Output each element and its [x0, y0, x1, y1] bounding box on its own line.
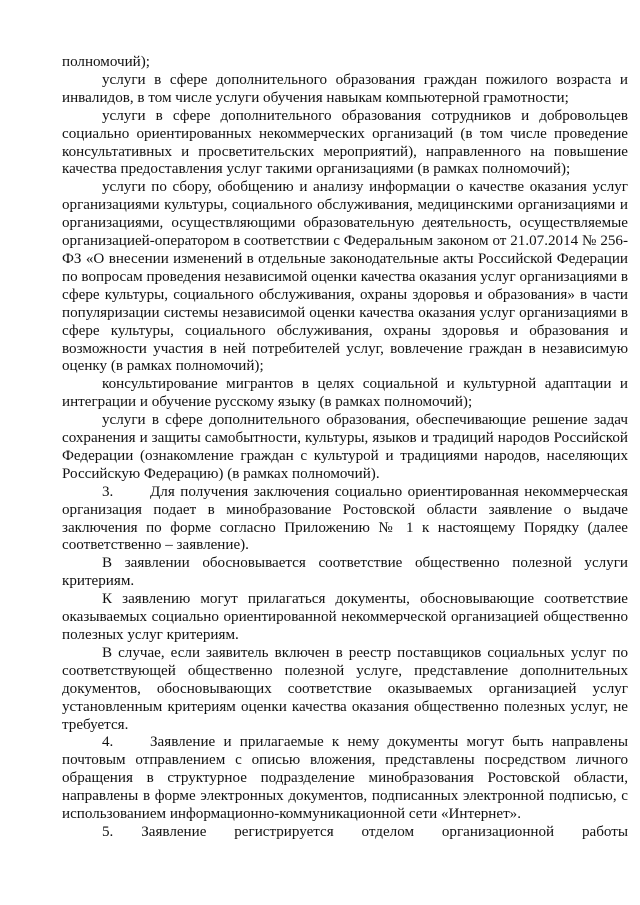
- paragraph-justification: В заявлении обосновывается соответствие общественно полезной услуги критериям.: [62, 555, 628, 590]
- paragraph-item-5: [62, 824, 628, 842]
- document-page: [62, 54, 628, 842]
- paragraph-continuation: полномочий);: [62, 54, 150, 70]
- paragraph-elderly-education: услуги в сфере дополнительного образования граждан пожилого возраста и инвалидов, в том числе услуги обучения навыкам компьютерной грамотности;: [62, 71, 628, 106]
- paragraph-migrants: консультирование мигрантов в целях социальной и культурной адаптации и интеграции и обучение русскому языку (в рамках полномочий);: [62, 376, 628, 411]
- item-number: 4.: [102, 734, 114, 751]
- item-text: Для получения заключения социально ориентированная некоммерческая организация подает в минобразование Ростовской области заявление о выдаче заключения по форме согласно Приложению № 1 к настоящему Порядку (далее соответственно – заявление).: [62, 483, 628, 554]
- item-number: 3.: [102, 483, 114, 500]
- paragraph-registry-case: В случае, если заявитель включен в реестр поставщиков социальных услуг по соответствующей общественно полезной услуге, представление дополнительных документов, обосновывающих соответствие оказываемых организацией услуг установленным критериям оценки качества оказания общественно полезных услуг, не требуется.: [62, 644, 628, 733]
- paragraph-attachments: К заявлению могут прилагаться документы, обосновывающие соответствие оказываемых социально ориентированной некоммерческой организацией общественно полезных услуг критериям.: [62, 591, 628, 643]
- paragraph-nko-staff-education: услуги в сфере дополнительного образования сотрудников и добровольцев социально ориентированных некоммерческих организаций (в том числе проведение консультативных и просветительских мероприятий), направленного на повышение качества предоставления услуг такими организациями (в рамках полномочий);: [62, 107, 628, 178]
- item-text: Заявление и прилагаемые к нему документы могут быть направлены почтовым отправлением с описью вложения, представлены посредством личного обращения в структурное подразделение минобразования Ростовской области, направлены в форме электронных документов, подписанных электронной подписью, с использованием информационно-коммуникационной сети «Интернет».: [62, 734, 628, 823]
- item-text: Заявление регистрируется отделом организационной работы: [141, 823, 628, 840]
- paragraph-item-3: [62, 484, 628, 556]
- paragraph-quality-information: услуги по сбору, обобщению и анализу информации о качестве оказания услуг организациями культуры, социального обслуживания, медицинскими организациями и организациями, осуществляющими образовательную деятельность, осуществляемые организацией-оператором в соответствии с Федеральным законом от 21.07.2014 № 256-ФЗ «О внесении изменений в отдельные законодательные акты Российской Федерации по вопросам проведения независимой оценки качества оказания услуг организациями в сфере культуры, социального обслуживания, охраны здоровья и образования» в части популяризации системы независимой оценки качества оказания услуг организациями в сфере культуры, социального обслуживания, охраны здоровья и образования и возможности участия в ней потребителей услуг, вовлечение граждан в независимую оценку (в рамках полномочий);: [62, 179, 628, 375]
- paragraph-item-4: [62, 734, 628, 824]
- item-number: 5.: [102, 823, 114, 840]
- paragraph-cultural-preservation: услуги в сфере дополнительного образования, обеспечивающие решение задач сохранения и защиты самобытности, культуры, языков и традиций народов Российской Федерации (ознакомление граждан с культурой и традициями народов, населяющих Российскую Федерацию) (в рамках полномочий).: [62, 412, 628, 482]
